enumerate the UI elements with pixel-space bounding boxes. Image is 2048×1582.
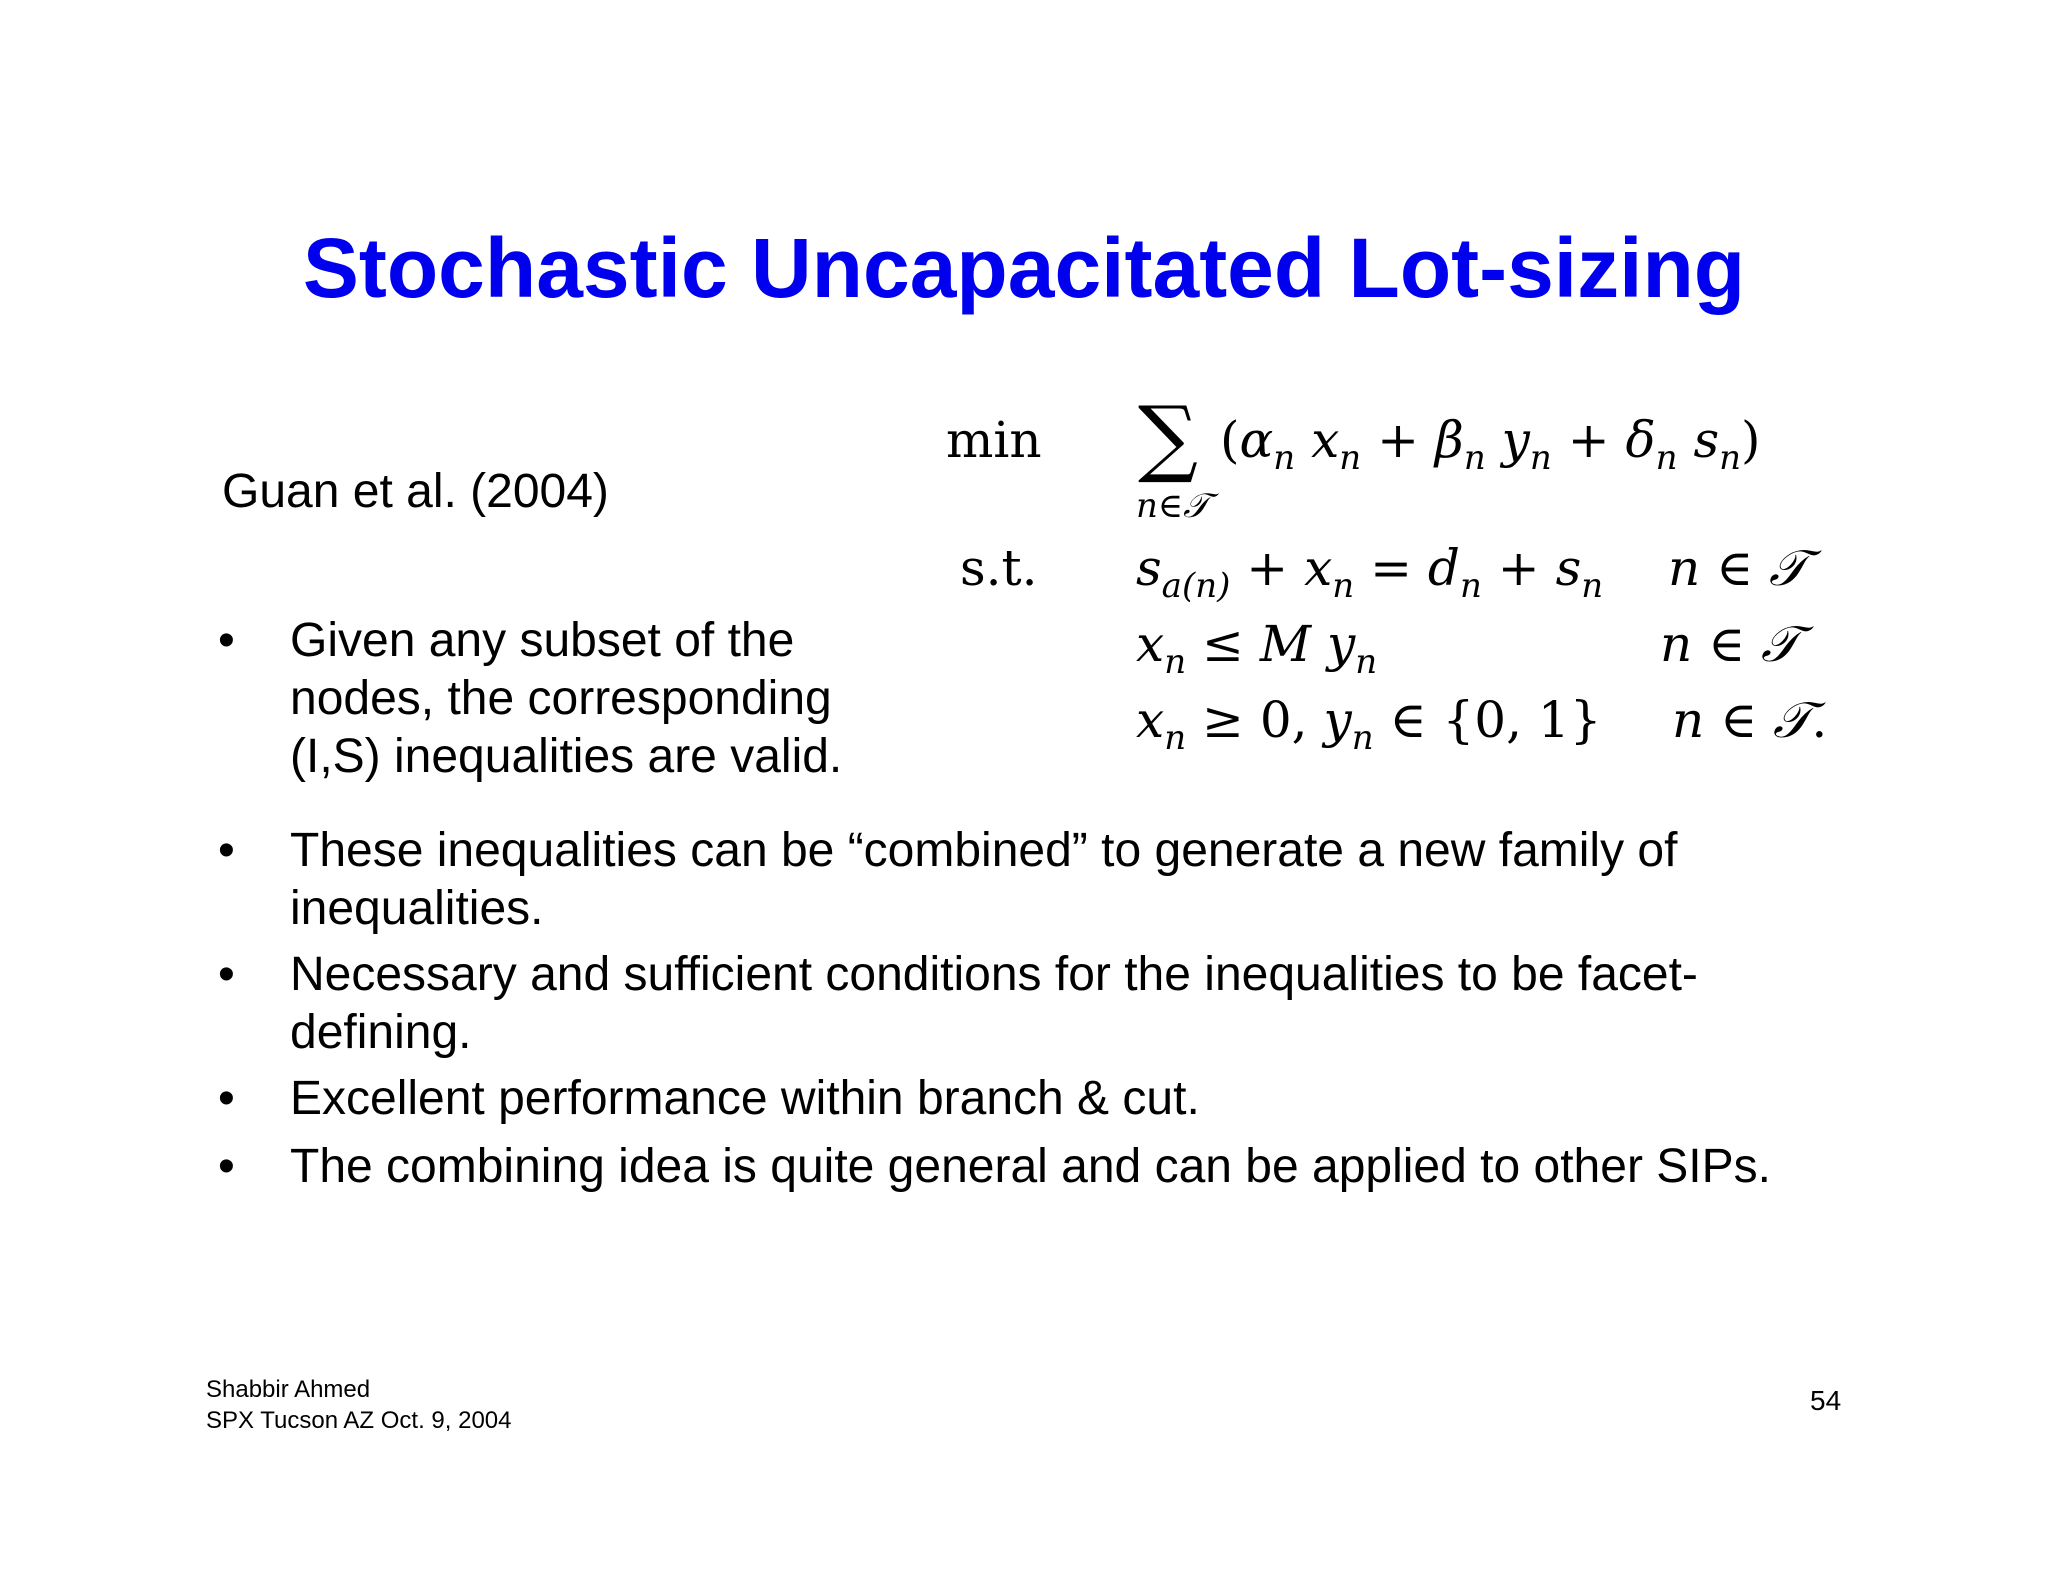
slide-title: Stochastic Uncapacitated Lot-sizing (302, 221, 1746, 315)
bullet-line: defining. (290, 1006, 472, 1059)
constraint-setup-domain: n ∈ � (1660, 615, 1800, 673)
bullet-line: These inequalities can be “combined” to generate a new family of (290, 824, 1678, 877)
footer-event: SPX Tucson AZ Oct. 9, 2004 (206, 1407, 512, 1434)
sum-index: n∈𝒯 (1136, 486, 1210, 526)
bullet-text (290, 946, 1698, 1062)
constraint-bounds: $x_n \ge 0$, $y_n$ ∈ {0, 1} (1136, 691, 1602, 758)
footer-author: Shabbir Ahmed (206, 1376, 371, 1403)
bullet-marker: • (218, 948, 235, 1001)
sum-symbol: ∑ (1138, 388, 1198, 486)
objective-expression: ($\alpha_n$ $x_n + \beta_n$ $y_n + \delta_n$ $s_n$) (1220, 411, 1761, 478)
bullet-marker: • (218, 824, 235, 877)
bullet-line: nodes, the corresponding (290, 672, 832, 725)
constraint-bounds-domain: n ∈ �. (1672, 691, 1828, 749)
bullet-marker: • (218, 1140, 235, 1193)
objective-keyword: min (946, 411, 1042, 469)
bullet-text (290, 612, 842, 786)
constraint-balance-domain: n ∈ � (1668, 539, 1808, 597)
constraint-balance: $s_{a(n)} + x_n = d_n + s_n$ (1136, 539, 1604, 606)
constraint-setup: $x_n \le M$ $y_n$ (1136, 615, 1378, 682)
bullet-line: Given any subset of the (290, 614, 795, 667)
bullet-line: inequalities. (290, 882, 544, 935)
bullet-line: Necessary and sufficient conditions for the inequalities to be facet- (290, 948, 1698, 1001)
bullet-line: Excellent performance within branch & cut. (290, 1072, 1200, 1125)
bullet-line: (I,S) inequalities are valid. (290, 730, 843, 783)
bullet-line: The combining idea is quite general and can be applied to other SIPs. (290, 1140, 1771, 1193)
bullet-text (290, 1070, 1200, 1128)
bullet-text (290, 822, 1677, 938)
bullet-marker: • (218, 1072, 235, 1125)
bullet-marker: • (218, 614, 235, 667)
citation: Guan et al. (2004) (222, 465, 609, 518)
constraint-keyword: s.t. (960, 539, 1038, 597)
page-number: 54 (1810, 1385, 1842, 1416)
bullet-text (290, 1138, 1771, 1196)
